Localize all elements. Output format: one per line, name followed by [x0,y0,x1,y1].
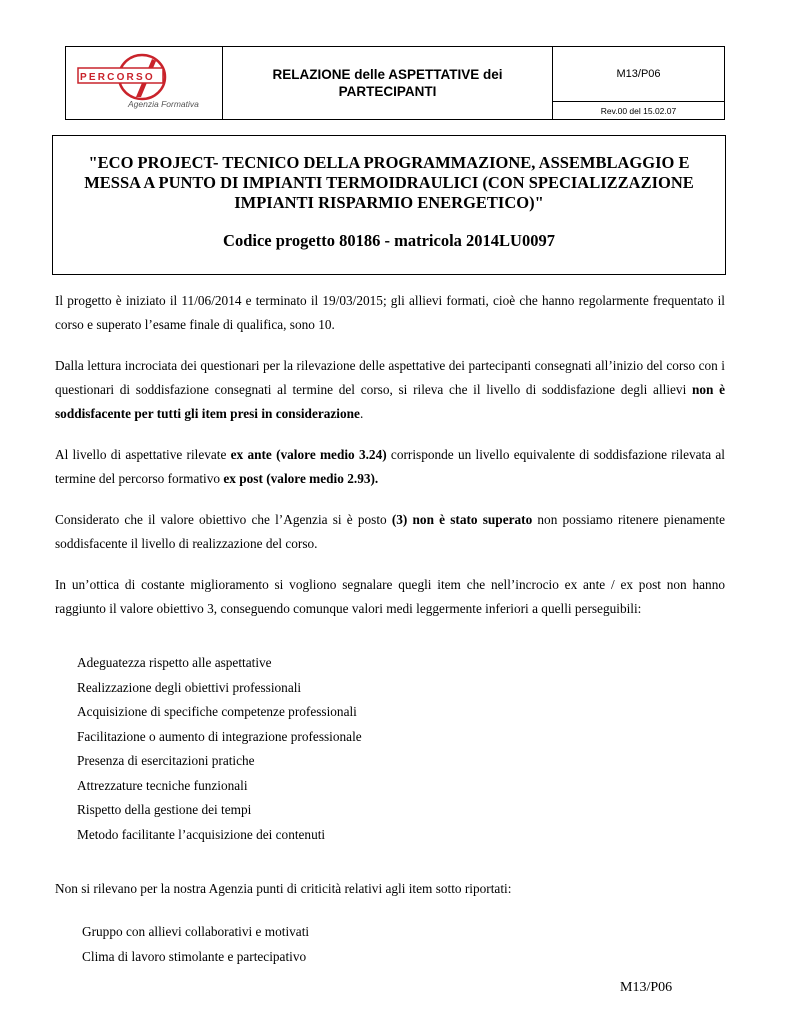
paragraph-text: corrisponde un livello equivalente di soddisfazione rilevata al termine del percorso formativo [55,447,725,486]
paragraph-text: . [359,406,364,421]
header-doc-code: M13/P06 [553,47,724,102]
list-item: Rispetto della gestione dei tempi [77,802,252,817]
paragraph-values [55,443,725,491]
agency-logo [66,47,223,119]
items-below-target-list [55,651,725,847]
paragraph-satisfaction [55,354,725,426]
ex-post-value: ex post (valore medio 2.93). [223,471,379,486]
project-title-box [52,135,726,275]
ex-ante-value: ex ante (valore medio 3.24) [230,447,387,462]
logo-brand-text: PERCORSO [80,72,155,83]
paragraph-target [55,508,725,556]
list-item: Acquisizione di specifiche competenze professionali [77,704,357,719]
paragraph-text: Al livello di aspettative rilevate [55,447,231,462]
items-no-criticality-list [55,920,725,969]
paragraph-text: non possiamo ritenere pienamente soddisfacente il livello di realizzazione del corso. [55,512,726,551]
list-item: Gruppo con allievi collaborativi e motivati [82,924,310,939]
list-item: Realizzazione degli obiettivi professionali [77,679,302,695]
logo-tagline: Agenzia Formativa [128,99,199,109]
list-item: Presenza di esercitazioni pratiche [77,753,255,768]
list-item: Attrezzature tecniche funzionali [77,777,248,793]
paragraph-bold-text: non è soddisfacente per tutti gli item presi in considerazione [55,382,726,421]
list-item: Metodo facilitante l’acquisizione dei contenuti [77,826,326,842]
report-body [55,289,725,969]
list-item: Clima di lavoro stimolante e partecipativo [82,948,307,964]
paragraph-text: Considerato che il valore obiettivo che l’Agenzia si è posto [55,512,392,527]
list-item: Adeguatezza rispetto alle aspettative [77,655,272,670]
paragraph-improvement: In un’ottica di costante miglioramento si vogliono segnalare quegli item che nell’incrocio ex ante / ex post non hanno raggiunto il valore obiettivo 3, conseguendo comunque valori medi leggermente inferiori a quelli perseguibili: [55,577,725,616]
paragraph-dates: Il progetto è iniziato il 11/06/2014 e terminato il 19/03/2015; gli allievi formati, cioè che hanno regolarmente frequentato il corso e superato l’esame finale di qualifica, sono 10. [55,293,725,332]
header-revision: Rev.00 del 15.02.07 [600,105,677,116]
paragraph-no-criticality: Non si rilevano per la nostra Agenzia punti di criticità relativi agli item sotto riportati: [55,881,512,896]
header-title: RELAZIONE delle ASPETTATIVE dei PARTECIPANTI [223,47,553,119]
project-code-line: Codice progetto 80186 - matricola 2014LU0097 [223,231,555,250]
project-title: "ECO PROJECT- TECNICO DELLA PROGRAMMAZIONE, ASSEMBLAGGIO E MESSA A PUNTO DI IMPIANTI TERMOIDRAULICI (CON SPECIALIZZAZIONE IMPIANTI RISPARMIO ENERGETICO)" [84,153,694,212]
document-header [65,46,725,120]
paragraph-text: Dalla lettura incrociata dei questionari per la rilevazione delle aspettative dei partecipanti consegnati all’inizio del corso con i questionari di soddisfazione consegnati al termine del corso, si rileva che il livello di soddisfazione degli allievi [55,358,725,397]
list-item: Facilitazione o aumento di integrazione professionale [77,728,362,744]
percorso-logo-icon [66,47,220,119]
target-value: (3) non è stato superato [391,512,533,527]
footer-doc-code: M13/P06 [620,980,673,995]
